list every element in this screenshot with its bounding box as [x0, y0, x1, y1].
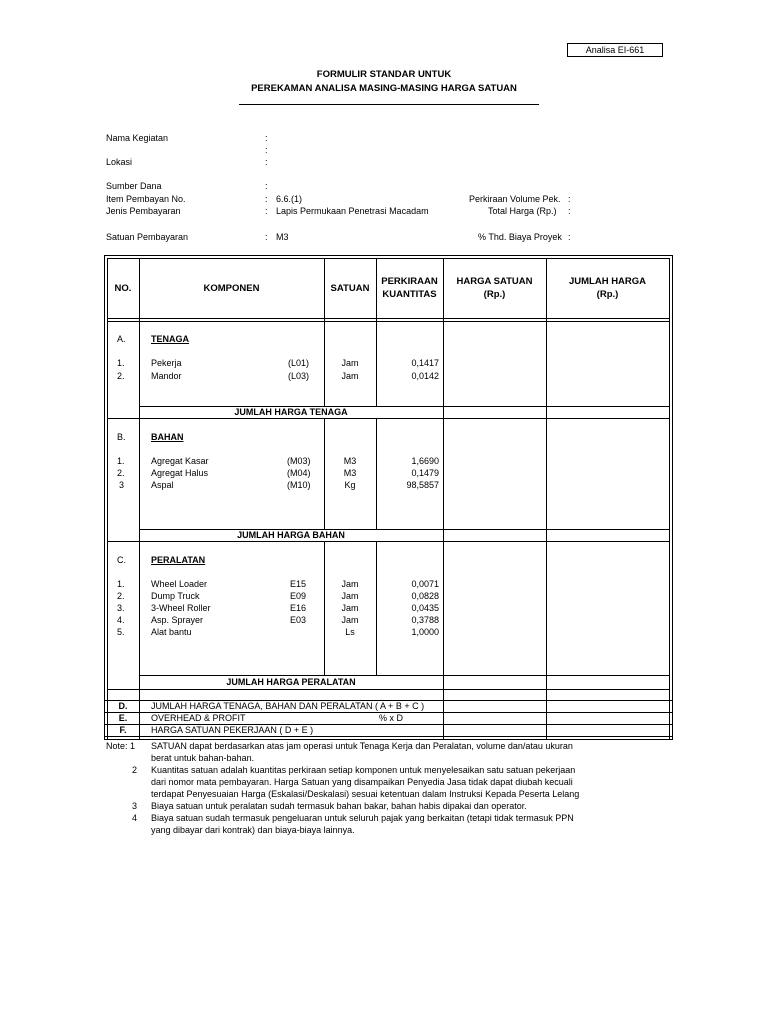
- row-qty: 1,6690: [411, 456, 439, 466]
- row-qty: 0,3788: [411, 615, 439, 625]
- row-qty: 1,0000: [411, 627, 439, 637]
- subtotal-label: JUMLAH HARGA TENAGA: [234, 407, 348, 417]
- row-no: 5.: [117, 627, 125, 637]
- row-no: 3: [119, 480, 125, 490]
- colon: :: [265, 133, 268, 143]
- row-code: E16: [290, 603, 307, 613]
- label-item-pembayaran: Item Pembayan No.: [106, 194, 186, 204]
- row-name: Agregat Halus: [151, 468, 209, 478]
- label-satuan-pembayaran: Satuan Pembayaran: [106, 232, 189, 242]
- label-nama-kegiatan: Nama Kegiatan: [106, 133, 169, 143]
- row-qty: 0,0435: [411, 603, 439, 613]
- colon: :: [568, 232, 571, 242]
- colon: :: [265, 232, 268, 242]
- note-line: Biaya satuan untuk peralatan sudah termasuk bahan bakar, bahan habis dipakai dan operator.: [151, 801, 527, 811]
- row-name: Alat bantu: [151, 627, 192, 637]
- footer-letter: E.: [118, 713, 128, 723]
- row-code: (M03): [287, 456, 311, 466]
- footer-text: HARGA SATUAN PEKERJAAN ( D + E ): [151, 725, 314, 735]
- row-code: (L01): [288, 358, 310, 368]
- col-header-jumlah-line1: JUMLAH HARGA: [568, 276, 647, 287]
- form-title: FORMULIR STANDAR UNTUK: [316, 69, 452, 80]
- row-qty: 0,0071: [411, 579, 439, 589]
- row-name: Agregat Kasar: [151, 456, 209, 466]
- row-unit: Jam: [341, 615, 359, 625]
- colon: :: [568, 194, 571, 204]
- row-name: Wheel Loader: [151, 579, 208, 589]
- section-title: PERALATAN: [151, 555, 206, 565]
- section-letter: A.: [117, 334, 126, 344]
- row-no: 4.: [117, 615, 125, 625]
- footer-letter: F.: [119, 725, 127, 735]
- row-name: Mandor: [151, 371, 182, 381]
- row-no: 1.: [117, 579, 125, 589]
- row-no: 1.: [117, 456, 125, 466]
- notes-label: Note: 1: [106, 741, 136, 751]
- note-number: 3: [132, 801, 138, 811]
- row-unit: Jam: [341, 579, 359, 589]
- footer-text: JUMLAH HARGA TENAGA, BAHAN DAN PERALATAN ( A + B + C ): [151, 701, 425, 711]
- colon: :: [568, 206, 571, 216]
- col-header-jumlah-line2: (Rp.): [596, 289, 619, 300]
- footer-letter: D.: [118, 701, 128, 711]
- label-jenis-pembayaran: Jenis Pembayaran: [106, 206, 181, 216]
- row-code: E09: [290, 591, 307, 601]
- analysis-code: Analisa EI-661: [567, 43, 663, 57]
- col-header-harga-satuan-line2: (Rp.): [483, 289, 506, 300]
- note-number: 4: [132, 813, 138, 823]
- section-title: BAHAN: [151, 432, 184, 442]
- row-unit: M3: [343, 456, 357, 466]
- col-header-kuantitas-line2: KUANTITAS: [382, 289, 437, 300]
- col-header-harga-satuan: [443, 275, 546, 301]
- row-qty: 0,1479: [411, 468, 439, 478]
- row-name: Dump Truck: [151, 591, 200, 601]
- title-divider: [239, 104, 539, 105]
- colon: :: [265, 194, 268, 204]
- value-satuan-pembayaran: M3: [276, 232, 289, 242]
- label-lokasi: Lokasi: [106, 157, 133, 167]
- note-line: Kuantitas satuan adalah kuantitas perkiraan setiap komponen untuk menyelesaikan satu satuan pekerjaan: [151, 765, 576, 775]
- row-no: 2.: [117, 371, 125, 381]
- row-qty: 98,5857: [406, 480, 439, 490]
- col-header-harga-satuan-line1: HARGA SATUAN: [456, 276, 533, 287]
- row-no: 2.: [117, 468, 125, 478]
- note-line: berat untuk bahan-bahan.: [151, 753, 255, 763]
- row-name: Aspal: [151, 480, 174, 490]
- row-no: 1.: [117, 358, 125, 368]
- row-name: Asp. Sprayer: [151, 615, 204, 625]
- subtotal-label: JUMLAH HARGA BAHAN: [237, 530, 345, 540]
- row-code: E03: [290, 615, 307, 625]
- col-header-no: NO.: [114, 283, 132, 294]
- col-header-satuan: SATUAN: [330, 283, 370, 294]
- label-sumber-dana: Sumber Dana: [106, 181, 162, 191]
- col-header-kuantitas-line1: PERKIRAAN: [381, 276, 438, 287]
- colon: :: [265, 157, 268, 167]
- section-title: TENAGA: [151, 334, 189, 344]
- note-line: yang dibayar dari kontrak) dan biaya-biaya lainnya.: [151, 825, 355, 835]
- note-line: terdapat Penyesuaian Harga (Eskalasi/Deskalasi) sesuai ketentuan dalam Instruksi Kepada Peserta Lelang: [151, 789, 580, 799]
- subtotal-label: JUMLAH HARGA PERALATAN: [226, 677, 356, 687]
- footer-extra: % x D: [379, 713, 404, 723]
- value-jenis-pembayaran: Lapis Permukaan Penetrasi Macadam: [276, 206, 429, 216]
- row-unit: Jam: [341, 603, 359, 613]
- row-unit: Kg: [344, 480, 356, 490]
- col-header-komponen: KOMPONEN: [203, 283, 260, 294]
- note-line: Biaya satuan sudah termasuk pengeluaran untuk seluruh pajak yang berkaitan (tetapi tidak termasuk PPN: [151, 813, 574, 823]
- row-no: 3.: [117, 603, 125, 613]
- row-no: 2.: [117, 591, 125, 601]
- row-code: (L03): [288, 371, 310, 381]
- row-unit: M3: [343, 468, 357, 478]
- row-name: Pekerja: [151, 358, 182, 368]
- note-line: dari nomor mata pembayaran. Harga Satuan yang disampaikan Penyedia Jasa tidak dapat diubah kecuali: [151, 777, 573, 787]
- row-qty: 0,0828: [411, 591, 439, 601]
- row-unit: Jam: [341, 371, 359, 381]
- note-number: 2: [132, 765, 138, 775]
- value-item-pembayaran: 6.6.(1): [276, 194, 303, 204]
- label-total-harga: Total Harga (Rp.): [488, 206, 557, 216]
- row-qty: 0,0142: [411, 371, 439, 381]
- footer-text: OVERHEAD & PROFIT: [151, 713, 246, 723]
- section-letter: C.: [117, 555, 126, 565]
- form-subtitle: PEREKAMAN ANALISA MASING-MASING HARGA SATUAN: [251, 83, 517, 94]
- colon: :: [265, 181, 268, 191]
- row-qty: 0,1417: [411, 358, 439, 368]
- row-name: 3-Wheel Roller: [151, 603, 211, 613]
- row-code: (M10): [287, 480, 311, 490]
- row-code: (M04): [287, 468, 311, 478]
- colon: :: [265, 145, 268, 155]
- col-header-kuantitas: [376, 275, 443, 301]
- row-unit: Jam: [341, 358, 359, 368]
- colon: :: [265, 206, 268, 216]
- section-letter: B.: [117, 432, 126, 442]
- label-persen-biaya: % Thd. Biaya Proyek: [478, 232, 562, 242]
- row-unit: Jam: [341, 591, 359, 601]
- col-header-jumlah-harga: [546, 275, 669, 301]
- row-code: E15: [290, 579, 307, 589]
- label-perkiraan-volume: Perkiraan Volume Pek.: [469, 194, 561, 204]
- note-line: SATUAN dapat berdasarkan atas jam operasi untuk Tenaga Kerja dan Peralatan, volume dan/atau ukuran: [151, 741, 573, 751]
- row-unit: Ls: [345, 627, 355, 637]
